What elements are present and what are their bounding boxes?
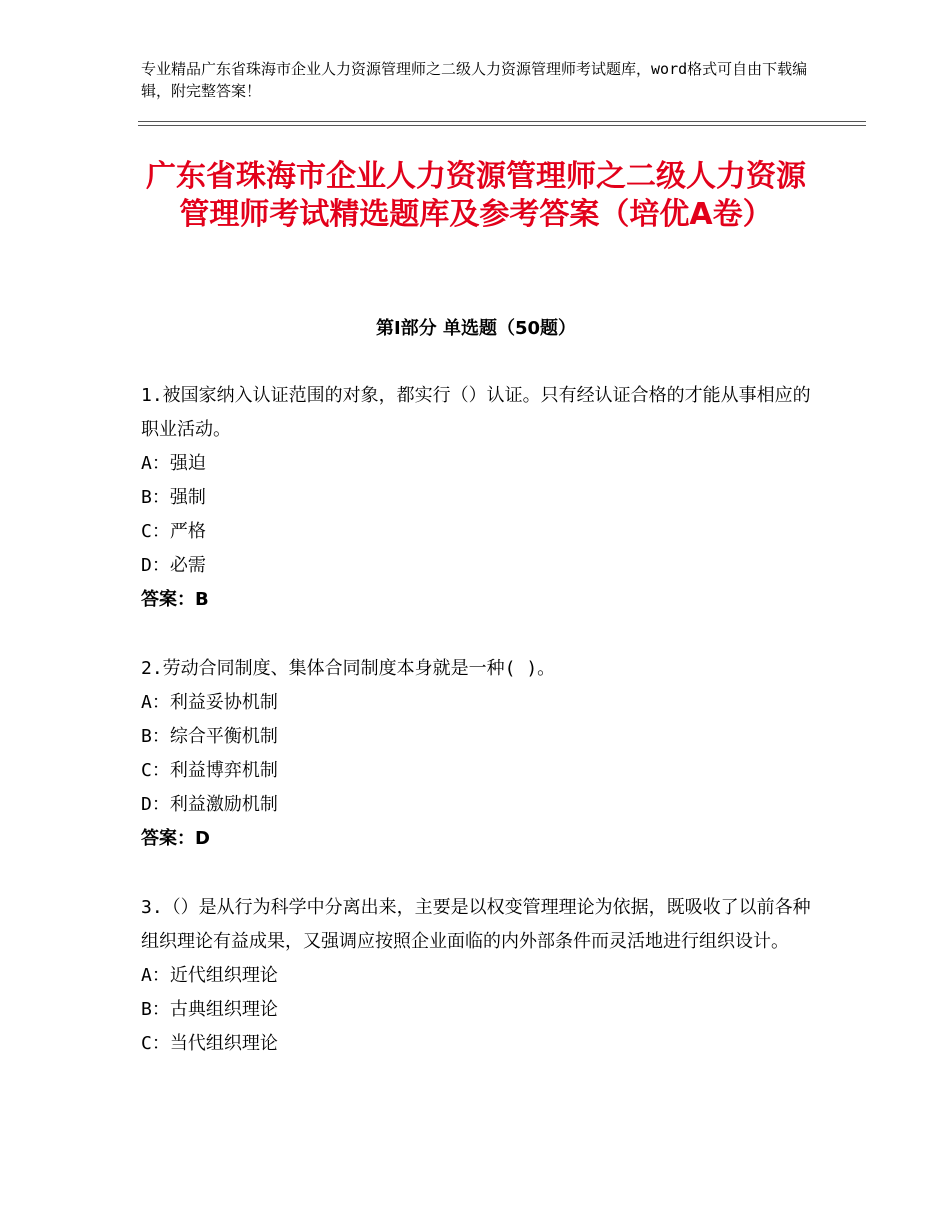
question-3: [141, 891, 811, 1061]
option-a: A：强迫: [141, 453, 206, 474]
question-2: [141, 652, 811, 856]
option-b: B：强制: [141, 487, 206, 508]
question-1: [141, 379, 811, 617]
document-title: 广东省珠海市企业人力资源管理师之二级人力资源管理师考试精选题库及参考答案（培优A卷）: [146, 159, 806, 232]
answer: 答案：D: [141, 828, 210, 849]
option-b: B：古典组织理论: [141, 999, 278, 1020]
question-text: 3.（）是从行为科学中分离出来，主要是以权变管理理论为依据，既吸收了以前各种组织理论有益成果，又强调应按照企业面临的内外部条件而灵活地进行组织设计。: [141, 897, 811, 952]
option-b: B：综合平衡机制: [141, 726, 278, 747]
section-title: 第Ⅰ部分 单选题（50题）: [375, 318, 576, 339]
option-c: C：严格: [141, 521, 206, 542]
header-note: 专业精品广东省珠海市企业人力资源管理师之二级人力资源管理师考试题库，word格式可自由下载编辑，附完整答案！: [141, 60, 808, 100]
answer: 答案：B: [141, 589, 209, 610]
option-a: A：利益妥协机制: [141, 692, 278, 713]
question-text: 1.被国家纳入认证范围的对象，都实行（）认证。只有经认证合格的才能从事相应的职业活动。: [141, 385, 811, 440]
header-rule-top: [138, 121, 866, 122]
option-d: D：必需: [141, 555, 206, 576]
header-rule-bottom: [138, 125, 866, 126]
option-c: C：利益博弈机制: [141, 760, 278, 781]
question-text: 2.劳动合同制度、集体合同制度本身就是一种( )。: [141, 658, 556, 679]
option-a: A：近代组织理论: [141, 965, 278, 986]
option-c: C：当代组织理论: [141, 1033, 278, 1054]
option-d: D：利益激励机制: [141, 794, 278, 815]
